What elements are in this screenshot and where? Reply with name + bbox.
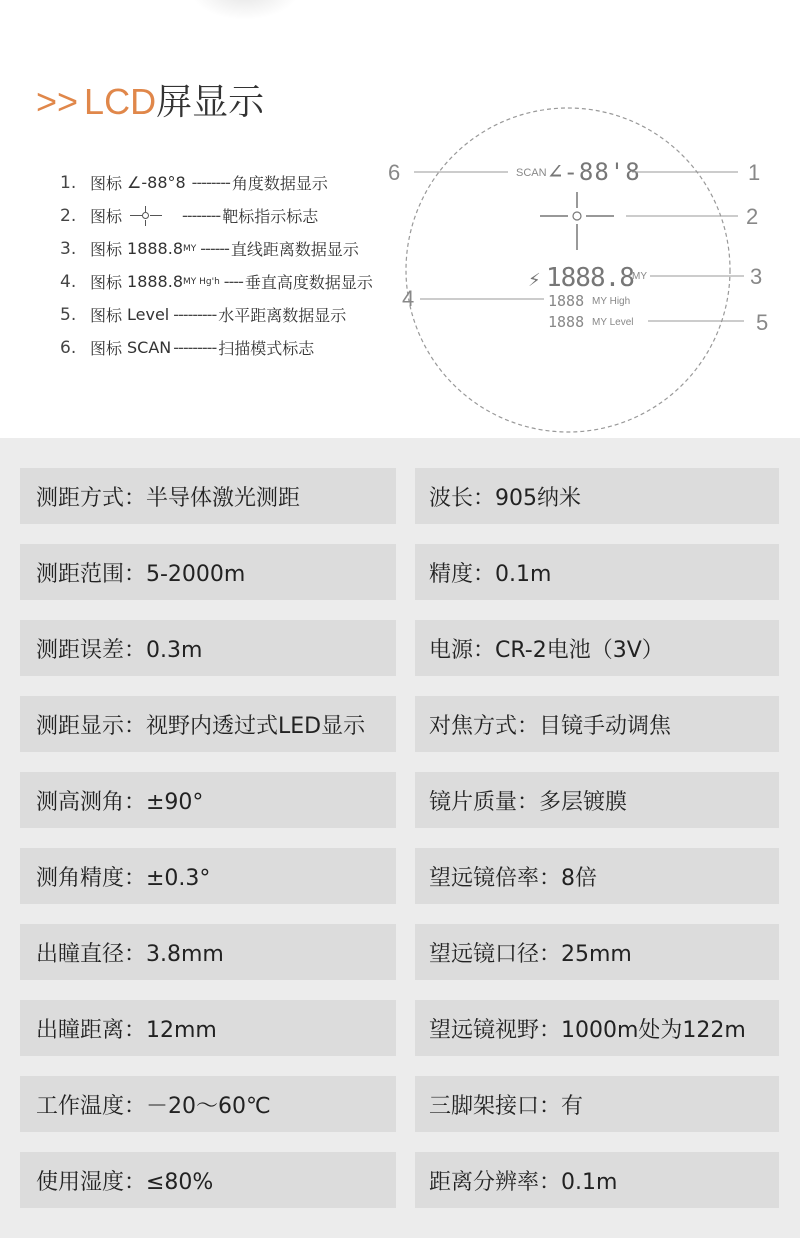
angle-reading: ∠-88'8 — [548, 158, 641, 186]
crosshair-icon — [126, 206, 166, 226]
lcd-section — [0, 0, 800, 438]
spec-item: 镜片质量：多层镀膜 — [415, 772, 779, 828]
callout-1: 1 — [748, 160, 761, 185]
spec-item: 出瞳直径：3.8mm — [20, 924, 396, 980]
spec-item: 望远镜口径：25mm — [415, 924, 779, 980]
spec-item: 测距显示：视野内透过式LED显示 — [20, 696, 396, 752]
spec-item: 望远镜倍率：8倍 — [415, 848, 779, 904]
spec-item: 测距误差：0.3m — [20, 620, 396, 676]
main-reading: 1888.8 — [546, 263, 634, 293]
spec-item: 测高测角：±90° — [20, 772, 396, 828]
callout-6: 6 — [388, 160, 401, 185]
icon-legend — [60, 166, 373, 364]
lcd-diagram — [380, 100, 800, 438]
main-unit: MY — [632, 271, 647, 282]
callout-4: 4 — [402, 286, 415, 311]
spec-item: 工作温度：－20～60℃ — [20, 1076, 396, 1132]
callout-2: 2 — [746, 204, 759, 229]
crosshair-center — [573, 212, 581, 220]
spec-item: 三脚架接口：有 — [415, 1076, 779, 1132]
title-lcd: LCD — [84, 81, 157, 122]
spec-item: 精度：0.1m — [415, 544, 779, 600]
section-title — [36, 74, 264, 125]
spec-item: 波长：905纳米 — [415, 468, 779, 524]
spec-item: 测距范围：5-2000m — [20, 544, 396, 600]
legend-item: 2. 图标 -------- 靶标指示标志 — [60, 205, 319, 226]
spec-item: 距离分辨率：0.1m — [415, 1152, 779, 1208]
spec-item: 望远镜视野：1000m处为122m — [415, 1000, 779, 1056]
level-label: MY Level — [592, 317, 634, 328]
title-arrows: >> — [36, 81, 79, 122]
spec-item: 使用湿度：≤80% — [20, 1152, 396, 1208]
spec-item: 出瞳距离：12mm — [20, 1000, 396, 1056]
spec-item: 对焦方式：目镜手动调焦 — [415, 696, 779, 752]
legend-item: 3. 图标 1888.8 MY ------ 直线距离数据显示 — [60, 238, 359, 259]
scan-label: SCAN — [516, 167, 547, 179]
legend-glyph: ∠-88°8 — [127, 173, 186, 192]
title-cn: 屏显示 — [156, 82, 265, 123]
spec-item: 测距方式：半导体激光测距 — [20, 468, 396, 524]
level-reading: 1888 — [548, 313, 585, 331]
lightning-icon: ⚡ — [528, 270, 541, 291]
decorative-glow — [190, 0, 300, 20]
legend-item: 5. 图标 Level --------- 水平距离数据显示 — [60, 304, 347, 325]
legend-item: 1. 图标 ∠-88°8 -------- 角度数据显示 — [60, 172, 328, 193]
legend-item: 6. 图标 SCAN --------- 扫描模式标志 — [60, 337, 315, 358]
spec-item: 电源：CR-2电池（3V） — [415, 620, 779, 676]
spec-grid — [0, 438, 800, 1238]
spec-item: 测角精度：±0.3° — [20, 848, 396, 904]
callout-3: 3 — [750, 264, 763, 289]
high-reading: 1888 — [548, 292, 585, 310]
legend-item: 4. 图标 1888.8 MY Hg'h ---- 垂直高度数据显示 — [60, 271, 373, 292]
high-label: MY High — [592, 296, 631, 307]
callout-5: 5 — [756, 310, 769, 335]
